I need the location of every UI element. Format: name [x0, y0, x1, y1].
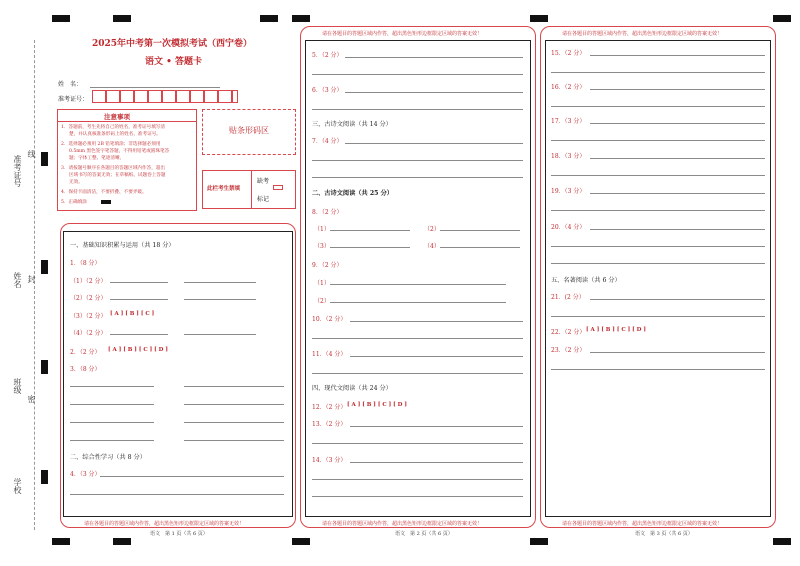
answer-line[interactable]: [551, 210, 765, 211]
answer-line[interactable]: [312, 338, 523, 339]
question-label: （3）（2 分）: [70, 313, 107, 320]
notice-item: 区域书写的答案无效；在草稿纸、试题卷上答题: [69, 173, 166, 178]
answer-line[interactable]: [590, 123, 765, 124]
question-label: 11．（4 分）: [312, 351, 347, 358]
question-label: 17．（3 分）: [551, 118, 586, 125]
answer-line[interactable]: [590, 193, 765, 194]
fill-sample: [101, 200, 111, 204]
answer-line[interactable]: [184, 422, 284, 423]
question-label: 19．（3 分）: [551, 188, 586, 195]
position-mark: [292, 538, 310, 545]
choice-options[interactable]: [ A ] [ B ] [ C ]: [110, 311, 155, 317]
notice-item: 1．答题前，考生先将自己的姓名，准考证号填写清: [61, 125, 165, 130]
answer-line[interactable]: [312, 496, 523, 497]
notice-item: 4．保持卡面清洁，不要折叠、不要弄破。: [61, 190, 147, 195]
answer-line[interactable]: [184, 282, 256, 283]
answer-line[interactable]: [330, 230, 410, 231]
choice-options[interactable]: [ A ] [ B ] [ C ] [ D ]: [108, 347, 168, 353]
boundary-hint: 请在各题目的答题区域内作答，超出黑色矩形边框限定区域的答案无效！: [322, 521, 483, 527]
answer-line[interactable]: [70, 440, 154, 441]
boundary-hint: 请在各题目的答题区域内作答，超出黑色矩形边框限定区域的答案无效！: [562, 31, 723, 37]
answer-line[interactable]: [350, 426, 523, 427]
notice-item: 3．请按题号顺序在各题目的答题区域内作答，超出: [61, 166, 165, 171]
question-label: （1）: [314, 280, 330, 287]
question-label: （4）（2 分）: [70, 330, 107, 337]
notice-item: 题；字体工整、笔迹清晰。: [69, 156, 125, 161]
notice-item: 楚，并认真核准条形码上的姓名、准考证号。: [69, 132, 161, 137]
absent-bottom-label: 标记: [257, 196, 270, 203]
answer-line[interactable]: [184, 404, 284, 405]
question-label: 3．（8 分）: [70, 366, 101, 373]
answer-line[interactable]: [590, 89, 765, 90]
answer-line[interactable]: [345, 143, 523, 144]
answer-line[interactable]: [184, 386, 284, 387]
absent-checkbox[interactable]: [273, 185, 283, 190]
answer-line[interactable]: [184, 299, 256, 300]
answer-line[interactable]: [551, 246, 765, 247]
answer-line[interactable]: [312, 74, 523, 75]
question-label: 10．（2 分）: [312, 316, 347, 323]
answer-line[interactable]: [350, 321, 523, 322]
choice-options[interactable]: [ A ] [ B ] [ C ] [ D ]: [347, 402, 407, 408]
side-mark: [41, 152, 48, 166]
side-label-exam-no: 准考证号: [13, 155, 22, 187]
answer-line[interactable]: [100, 476, 284, 477]
question-label: 8．（2 分）: [312, 209, 343, 216]
absent-top-label: 缺考: [257, 178, 270, 185]
question-label: （3）: [314, 243, 330, 250]
answer-line[interactable]: [551, 106, 765, 107]
answer-line[interactable]: [312, 479, 523, 480]
answer-line[interactable]: [330, 284, 506, 285]
answer-line[interactable]: [184, 440, 284, 441]
question-label: 6．（3 分）: [312, 87, 343, 94]
answer-line[interactable]: [184, 334, 256, 335]
side-label-line: 线: [27, 150, 36, 158]
answer-line[interactable]: [590, 229, 765, 230]
question-label: （1）（2 分）: [70, 278, 107, 285]
question-label: 4．（3 分）: [70, 471, 101, 478]
question-label: 21．(2 分）: [551, 294, 585, 301]
answer-line[interactable]: [551, 263, 765, 264]
answer-frame-col2: [305, 40, 531, 517]
answer-line[interactable]: [440, 230, 520, 231]
answer-line[interactable]: [312, 443, 523, 444]
exam-no-label: 准考证号：: [58, 96, 89, 103]
question-label: 23．（2 分）: [551, 347, 586, 354]
notice-item: 5．正确填涂: [61, 200, 87, 205]
position-mark: [773, 538, 791, 545]
question-label: 7．（4 分）: [312, 138, 343, 145]
answer-line[interactable]: [330, 247, 410, 248]
notice-box: [57, 109, 197, 211]
answer-line[interactable]: [440, 247, 520, 248]
side-label-name: 姓名: [13, 272, 22, 288]
absent-box: [202, 170, 296, 209]
answer-line[interactable]: [110, 282, 168, 283]
page-title: 2025年中考第一次模拟考试（西宁卷）: [92, 39, 253, 49]
answer-line[interactable]: [312, 373, 523, 374]
answer-line[interactable]: [551, 140, 765, 141]
question-label: （2）: [424, 226, 440, 233]
choice-options[interactable]: [ A ] [ B ] [ C ] [ D ]: [586, 327, 646, 333]
question-label: 15．（2 分）: [551, 50, 586, 57]
side-mark: [41, 260, 48, 274]
name-label: 姓 名：: [58, 81, 83, 88]
question-label: （1）: [314, 226, 330, 233]
page-footer: 语文 第 3 页（共 6 页）: [635, 531, 693, 537]
question-label: 20．（4 分）: [551, 224, 586, 231]
section-title: 四、现代文阅读（共 24 分）: [312, 385, 392, 392]
side-label-secret: 密: [27, 395, 36, 403]
question-label: 14．（3 分）: [312, 457, 347, 464]
page-footer: 语文 第 1 页（共 6 页）: [150, 531, 208, 537]
answer-line[interactable]: [350, 356, 523, 357]
question-label: 16．（2 分）: [551, 84, 586, 91]
answer-line[interactable]: [551, 369, 765, 370]
boundary-hint: 请在各题目的答题区域内作答，超出黑色矩形边框限定区域的答案无效！: [322, 31, 483, 37]
page-footer: 语文 第 2 页（共 6 页）: [395, 531, 453, 537]
answer-line[interactable]: [590, 352, 765, 353]
answer-line[interactable]: [312, 160, 523, 161]
position-mark: [52, 538, 70, 545]
answer-line[interactable]: [350, 462, 523, 463]
section-title: 五、名著阅读（共 6 分）: [551, 277, 621, 284]
name-field[interactable]: [90, 87, 220, 88]
question-label: 5．（2 分）: [312, 52, 343, 59]
barcode-label: 贴条形码区: [229, 126, 269, 135]
question-label: 12．（2 分）: [312, 404, 347, 411]
binding-dashed-line: [34, 40, 35, 530]
side-label-class: 班级: [13, 378, 22, 394]
section-title: 一、基础知识积累与运用（共 18 分）: [70, 242, 175, 249]
question-label: （2）: [314, 298, 330, 305]
answer-line[interactable]: [551, 175, 765, 176]
position-mark: [52, 15, 70, 22]
notice-item: 0.5mm 黑色签字笔答题，不得用铅笔或圆珠笔答: [69, 149, 170, 154]
boundary-hint: 请在各题目的答题区域内作答，超出黑色矩形边框限定区域的答案无效！: [562, 521, 723, 527]
side-mark: [41, 360, 48, 374]
section-title: 二、综合性学习（共 8 分）: [70, 454, 146, 461]
section-title: 二、古诗文阅读（共 25 分）: [312, 190, 393, 197]
answer-line[interactable]: [110, 299, 168, 300]
question-label: （2）（2 分）: [70, 295, 107, 302]
answer-line[interactable]: [551, 316, 765, 317]
page-subtitle: 语文 • 答题卡: [145, 57, 203, 67]
answer-line[interactable]: [70, 386, 154, 387]
answer-line[interactable]: [70, 422, 154, 423]
side-mark: [41, 470, 48, 484]
answer-line[interactable]: [70, 404, 154, 405]
position-mark: [292, 15, 310, 22]
question-label: 22．（2 分）: [551, 329, 586, 336]
question-label: 1．（8 分）: [70, 260, 101, 267]
side-label-seal: 封: [27, 275, 36, 283]
answer-line[interactable]: [590, 158, 765, 159]
answer-line[interactable]: [345, 92, 523, 93]
absent-label: 此栏考生禁填: [207, 186, 241, 192]
position-mark: [773, 15, 791, 22]
position-mark: [530, 15, 548, 22]
position-mark: [113, 15, 131, 22]
notice-title: 注意事项: [104, 113, 130, 121]
answer-line[interactable]: [70, 494, 284, 495]
question-label: 18．（3 分）: [551, 153, 586, 160]
position-mark: [260, 15, 278, 22]
notice-item: 无效。: [69, 180, 83, 185]
answer-line[interactable]: [110, 334, 168, 335]
answer-line[interactable]: [312, 177, 523, 178]
answer-line[interactable]: [312, 109, 523, 110]
answer-line[interactable]: [330, 302, 506, 303]
position-mark: [113, 538, 131, 545]
answer-line[interactable]: [551, 72, 765, 73]
side-label-school: 学校: [13, 478, 22, 494]
section-title: 三、古诗文阅读（共 14 分）: [312, 121, 392, 128]
question-label: 13．（2 分）: [312, 421, 347, 428]
question-label: （4）: [424, 243, 440, 250]
notice-item: 2．选择题必须用 2B 铅笔填涂；非选择题必须用: [61, 142, 161, 147]
answer-line[interactable]: [345, 57, 523, 58]
boundary-hint: 请在各题目的答题区域内作答，超出黑色矩形边框限定区域的答案无效！: [84, 521, 245, 527]
answer-line[interactable]: [590, 299, 765, 300]
answer-line[interactable]: [590, 55, 765, 56]
barcode-area: [202, 109, 296, 155]
question-label: 9．（2 分）: [312, 262, 343, 269]
question-label: 2．（2 分）: [70, 349, 101, 356]
position-mark: [530, 538, 548, 545]
